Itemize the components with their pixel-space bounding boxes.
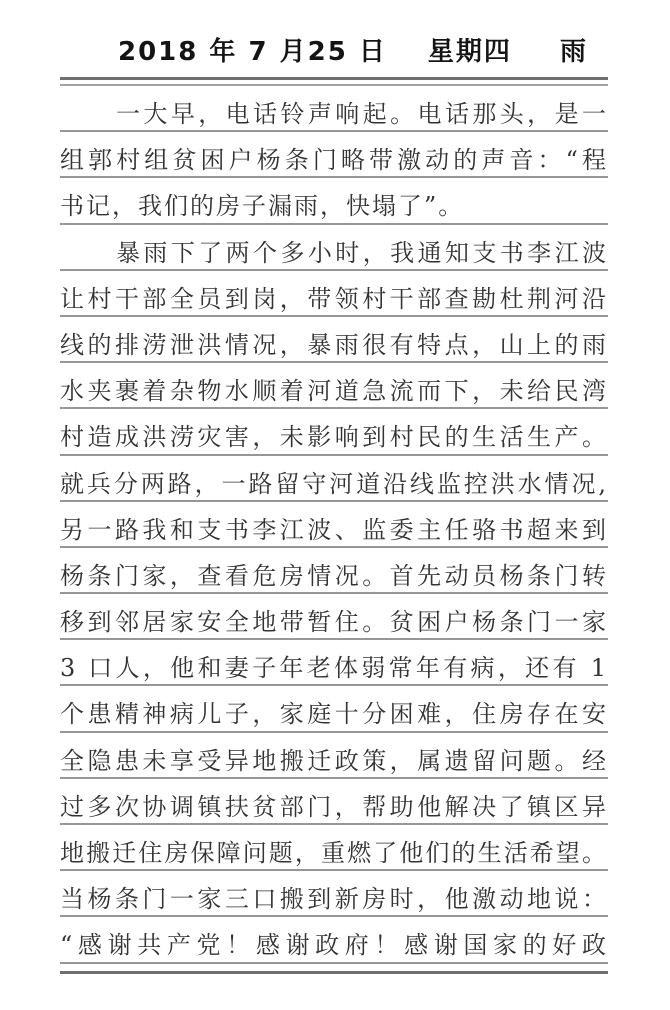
diary-line: 水夹裹着杂物水顺着河道急流而下，未给民湾 xyxy=(60,363,608,409)
diary-line: 书记，我们的房子漏雨，快塌了”。 xyxy=(60,178,608,224)
diary-line: 移到邻居家安全地带暂住。贫困户杨条门一家 xyxy=(60,594,608,640)
diary-line: 一大早，电话铃声响起。电话那头，是一 xyxy=(60,86,608,132)
diary-body xyxy=(60,86,608,964)
diary-line: 当杨条门一家三口搬到新房时，他激动地说： xyxy=(60,871,608,917)
diary-line: 3 口人，他和妻子年老体弱常年有病，还有 1 xyxy=(60,640,608,686)
diary-date-line xyxy=(118,36,670,68)
diary-line: 地搬迁住房保障问题，重燃了他们的生活希望。 xyxy=(60,825,608,871)
diary-line: 就兵分两路，一路留守河道沿线监控洪水情况, xyxy=(60,456,608,502)
diary-weather: 雨 xyxy=(559,37,588,67)
diary-line: 组郭村组贫困户杨条门略带激动的声音：“程 xyxy=(60,132,608,178)
diary-line: 个患精神病儿子，家庭十分困难，住房存在安 xyxy=(60,686,608,732)
diary-line: 让村干部全员到岗，带领村干部查勘杜荆河沿 xyxy=(60,271,608,317)
diary-line: 过多次协调镇扶贫部门，帮助他解决了镇区异 xyxy=(60,779,608,825)
diary-line: 另一路我和支书李江波、监委主任骆书超来到 xyxy=(60,502,608,548)
diary-line: 杨条门家，查看危房情况。首先动员杨条门转 xyxy=(60,548,608,594)
footer-double-rule xyxy=(60,971,608,974)
diary-line: 暴雨下了两个多小时，我通知支书李江波 xyxy=(60,225,608,271)
diary-weekday: 星期四 xyxy=(427,37,512,67)
header-double-rule xyxy=(60,77,608,86)
diary-line: 村造成洪涝灾害，未影响到村民的生活生产。 xyxy=(60,409,608,455)
diary-line: 全隐患未享受异地搬迁政策，属遗留问题。经 xyxy=(60,733,608,779)
diary-line: 线的排涝泄洪情况，暴雨很有特点，山上的雨 xyxy=(60,317,608,363)
diary-line: “感谢共产党！感谢政府！感谢国家的好政 xyxy=(60,917,608,963)
diary-date: 2018 年 7 月25 日 xyxy=(118,37,387,67)
